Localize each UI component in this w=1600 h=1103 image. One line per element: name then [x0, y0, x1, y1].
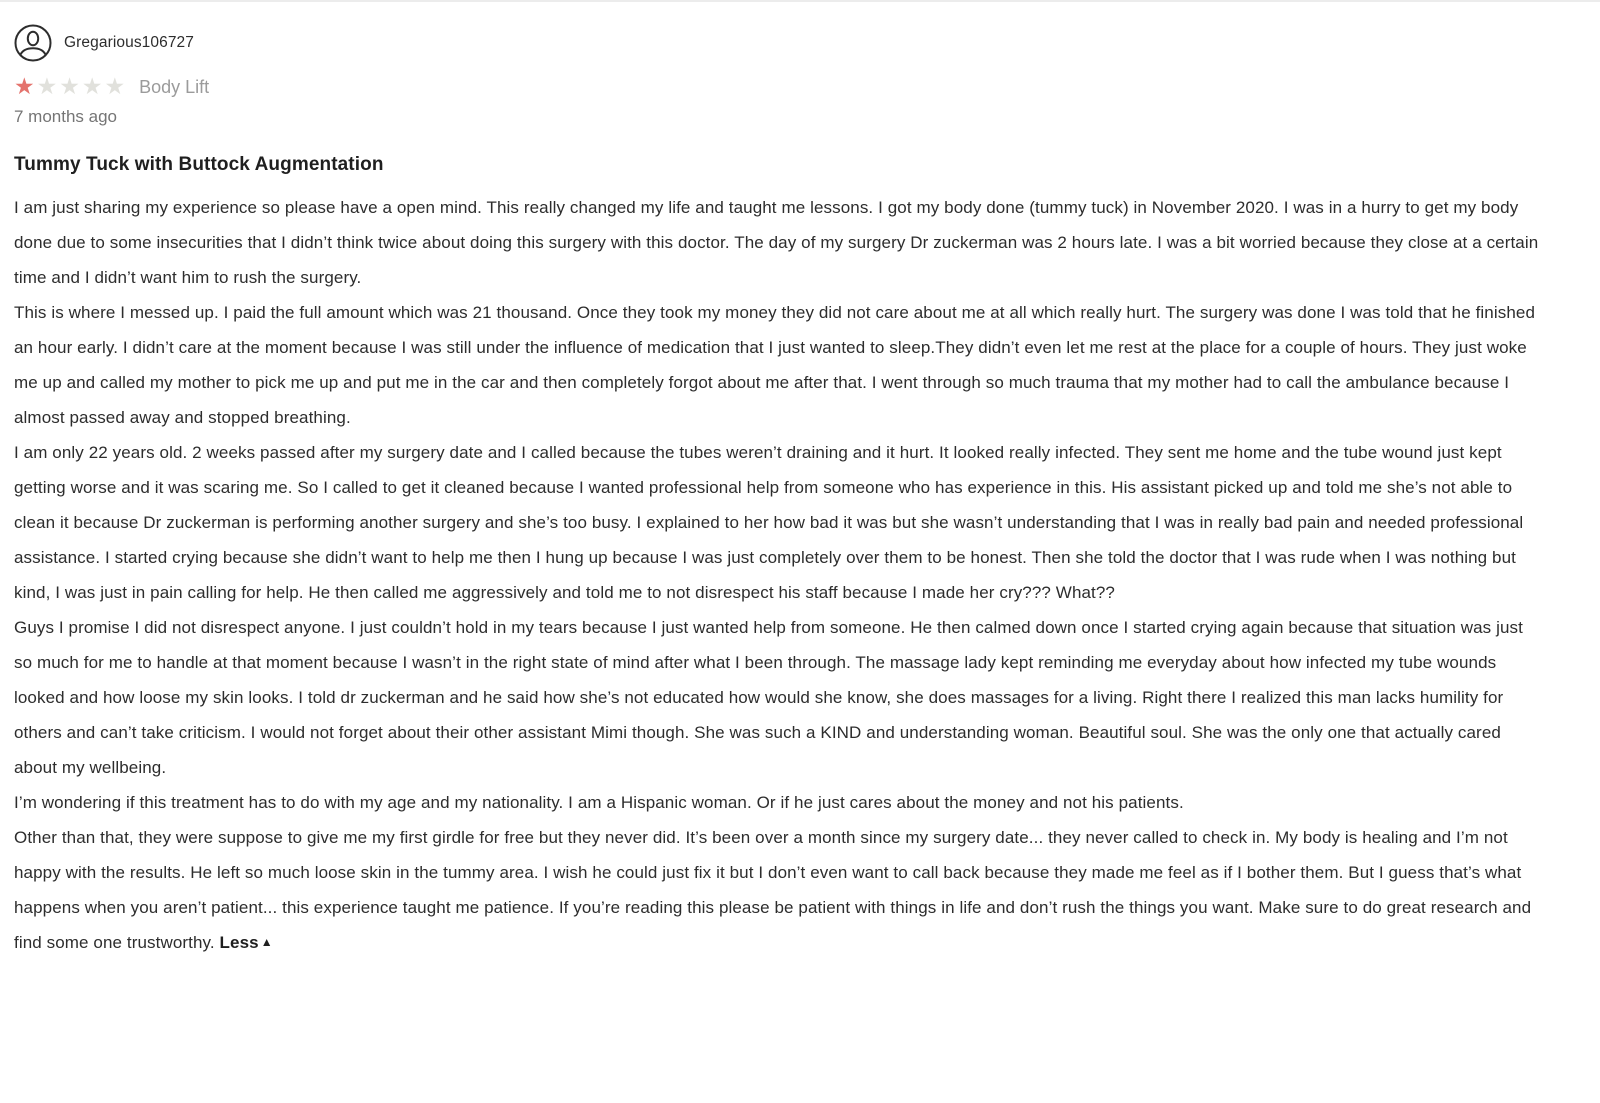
star-icon: ★ — [104, 73, 126, 99]
star-icon: ★ — [59, 73, 80, 99]
procedure-label: Body Lift — [139, 76, 210, 97]
reviewer-username: Gregarious106727 — [64, 34, 194, 51]
review-card — [0, 2, 1600, 1002]
review-header — [14, 24, 1544, 62]
review-paragraph: I’m wondering if this treatment has to do with my age and my nationality. I am a Hispanic woman. Or if he just cares about the money and not his patients. — [14, 793, 1184, 812]
review-title: Tummy Tuck with Buttock Augmentation — [14, 154, 384, 175]
star-icon: ★ — [36, 73, 58, 99]
review-paragraph: I am only 22 years old. 2 weeks passed after my surgery date and I called because the tubes weren’t draining and it hurt. It looked really infected. They sent me home and the tube wound just kept getting worse and it was scaring me. So I called to get it cleaned because I wanted professional help from someone who has experience in this. His assistant picked up and told me she’s not able to clean it because Dr zuckerman is performing another surgery and she’s too busy. I explained to her how bad it was but she wasn’t understanding that I was in really bad pain and needed professional assistance. I started crying because she didn’t want to help me then I hung up because I was just completely over them to be honest. Then she told the doctor that I was rude when I was nothing but kind, I was just in pain calling for help. He then called me aggressively and told me to not disrespect his staff because I made her cry??? What?? — [14, 443, 1524, 602]
review-paragraph: Other than that, they were suppose to give me my first girdle for free but they never did. It’s been over a month since my surgery date... they never called to check in. My body is healing and I’m not happy with the results. He left so much loose skin in the tummy area. I wish he could just fix it but I don’t even want to call back because they made me feel as if I bother them. But I guess that’s what happens when you aren’t patient... this experience taught me patience. If you’re reading this please be patient with things in life and don’t rush the things you want. Make sure to do great research and find some one trustworthy. Less ▲ — [14, 828, 1532, 952]
review-paragraph: This is where I messed up. I paid the full amount which was 21 thousand. Once they took my money they did not care about me at all which really hurt. The surgery was done I was told that he finished an hour early. I didn’t care at the moment because I was still under the influence of medication that I just wanted to sleep.They didn’t even let me rest at the place for a couple of hours. They just woke me up and called my mother to pick me up and put me in the car and then completely forgot about me after that. I went through so much trauma that my mother had to call the ambulance because I almost passed away and stopped breathing. — [14, 303, 1536, 427]
show-less-link[interactable]: Less ▲ — [219, 933, 273, 952]
collapse-icon: ▲ — [260, 935, 273, 949]
review-paragraph: I am just sharing my experience so please have a open mind. This really changed my life and taught me lessons. I got my body done (tummy tuck) in November 2020. I was in a hurry to get my body done due to some insecurities that I didn’t think twice about doing this surgery with this doctor. The day of my surgery Dr zuckerman was 2 hours late. I was a bit worried because they close at a certain time and I didn’t want him to rush the surgery. — [14, 198, 1539, 287]
review-body — [14, 190, 1544, 962]
rating-row — [14, 75, 1544, 98]
avatar-icon — [14, 24, 52, 62]
star-icon: ★ — [81, 73, 103, 99]
star-rating — [14, 75, 125, 98]
review-timestamp: 7 months ago — [14, 107, 118, 126]
star-icon: ★ — [14, 73, 35, 99]
review-paragraph: Guys I promise I did not disrespect anyone. I just couldn’t hold in my tears because I just wanted help from someone. He then calmed down once I started crying again because that situation was just so much for me to handle at that moment because I wasn’t in the right state of mind after what I been through. The massage lady kept reminding me everyday about how infected my tube wounds looked and how loose my skin looks. I told dr zuckerman and he said how she’s not educated how would she know, she does massages for a living. Right there I realized this man lacks humility for others and can’t take criticism. I would not forget about their other assistant Mimi though. She was such a KIND and understanding woman. Beautiful soul. She was the only one that actually cared about my wellbeing. — [14, 618, 1523, 777]
